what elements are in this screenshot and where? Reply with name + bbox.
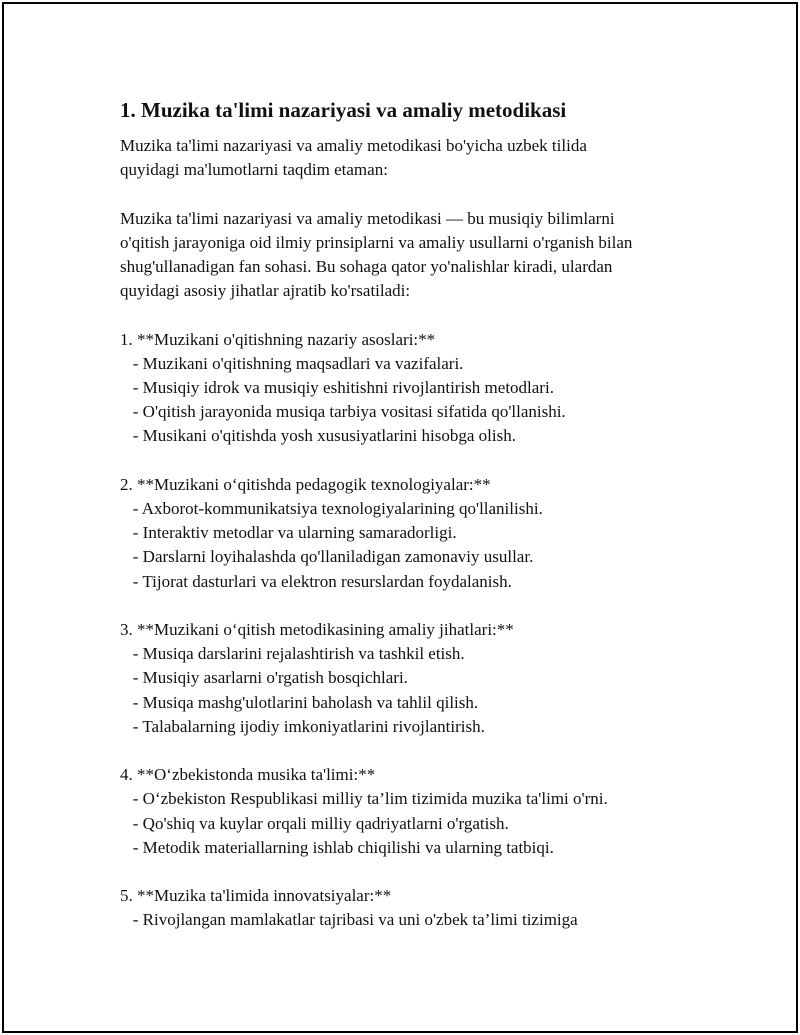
section-1 (120, 303, 720, 448)
document-content (120, 96, 720, 933)
paragraph-gap (120, 449, 720, 473)
list-item: - Tijorat dasturlari va elektron resurslardan foydalanish. (120, 571, 512, 591)
section-heading: 4. **O‘zbekistonda musika ta'limi:** (120, 765, 376, 785)
list-item: - Metodik materiallarning ishlab chiqilishi va ularning tatbiqi. (120, 837, 554, 857)
definition-paragraph: Muzika ta'limi nazariyasi va amaliy metodikasi — bu musiqiy bilimlarni o'qitish jarayoniga oid ilmiy prinsiplarni va amaliy usullarni o'rganish bilan shug'ullanadigan fan sohasi. Bu sohaga qator yo'nalishlar kiradi, ulardan quyidagi asosiy jihatlar ajratib ko'rsatiladi: (120, 208, 633, 301)
section-3 (120, 594, 720, 739)
section-2 (120, 449, 720, 594)
paragraph-gap (120, 860, 720, 884)
section-heading: 3. **Muzikani o‘qitish metodikasining amaliy jihatlari:** (120, 620, 514, 639)
list-item: - Muzikani o'qitishning maqsadlari va vazifalari. (120, 353, 464, 373)
list-item: - Musiqa darslarini rejalashtirish va tashkil etish. (120, 644, 465, 664)
paragraph-gap (120, 303, 720, 327)
list-item: - Musiqa mashg'ulotlarini baholash va tahlil qilish. (120, 692, 479, 712)
section-5 (120, 860, 720, 933)
list-item: - Rivojlangan mamlakatlar tajribasi va uni o'zbek ta’limi tizimiga (120, 910, 578, 930)
paragraph-gap (120, 594, 720, 618)
list-item: - Musiqiy idrok va musiqiy eshitishni rivojlantirish metodlari. (120, 378, 554, 397)
list-item: - Axborot-kommunikatsiya texnologiyalarining qo'llanilishi. (120, 499, 543, 518)
list-item: - Darslarni loyihalashda qo'llaniladigan zamonaviy usullar. (120, 547, 534, 567)
section-heading: 2. **Muzikani o‘qitishda pedagogik texnologiyalar:** (120, 474, 491, 494)
list-item: - Qo'shiq va kuylar orqali milliy qadriyatlarni o'rgatish. (120, 813, 509, 833)
list-item: - O‘zbekiston Respublikasi milliy ta’lim tizimida muzika ta'limi o'rni. (120, 789, 608, 809)
section-heading: 5. **Muzika ta'limida innovatsiyalar:** (120, 886, 392, 906)
section-heading: 1. **Muzikani o'qitishning nazariy asoslari:** (120, 329, 436, 349)
list-item: - Interaktiv metodlar va ularning samaradorligi. (120, 523, 457, 543)
list-item: - Musiqiy asarlarni o'rgatish bosqichlari. (120, 668, 408, 688)
section-4 (120, 739, 720, 860)
paragraph-gap (120, 739, 720, 763)
intro-paragraph: Muzika ta'limi nazariyasi va amaliy metodikasi bo'yicha uzbek tilida quyidagi ma'lumotlarni taqdim etaman: (120, 136, 587, 180)
list-item: - O'qitish jarayonida musiqa tarbiya vositasi sifatida qo'llanishi. (120, 402, 566, 422)
list-item: - Talabalarning ijodiy imkoniyatlarini rivojlantirish. (120, 716, 485, 736)
document-page (2, 2, 798, 1033)
paragraph-gap (120, 182, 720, 206)
list-item: - Musikani o'qitishda yosh xususiyatlarini hisobga olish. (120, 426, 516, 446)
document-title: 1. Muzika ta'limi nazariyasi va amaliy metodikasi (120, 98, 567, 122)
